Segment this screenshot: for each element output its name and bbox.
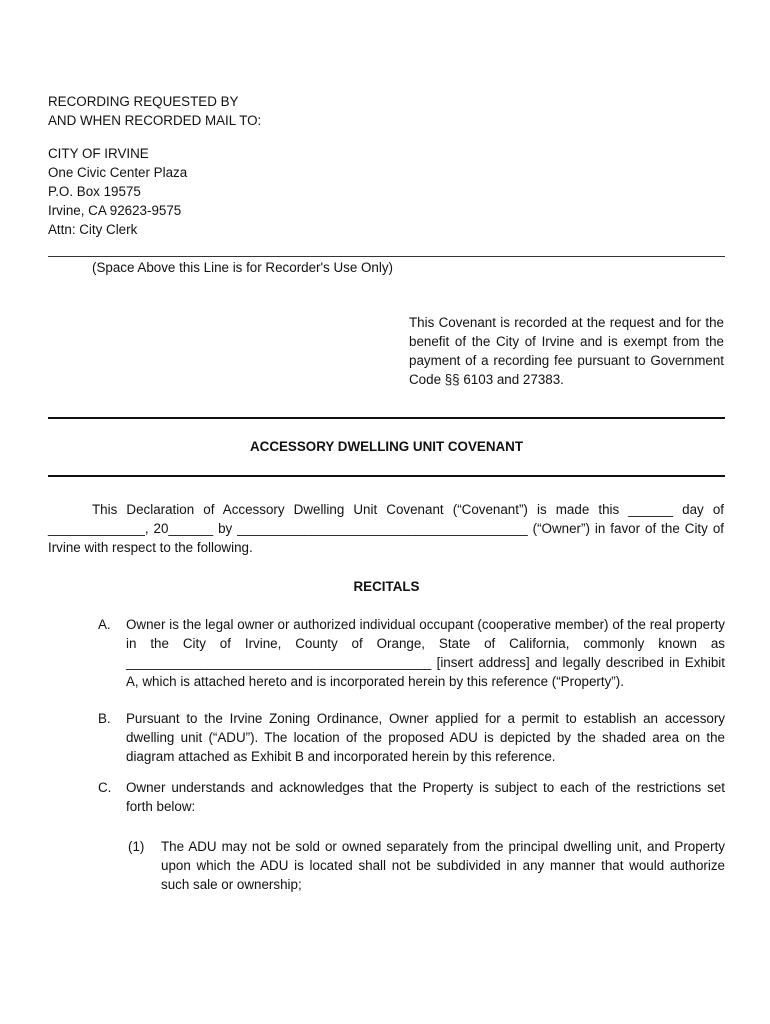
mail-to-address (48, 144, 187, 239)
recording-requested-header (48, 92, 261, 130)
title-top-rule (48, 417, 725, 419)
recital-text: Owner is the legal owner or authorized individual occupant (cooperative member) of the real property in the City of Irvine, County of Orange, State of California, commonly known as _________________________________________ [insert address] and legally described in Exhibit A, which is attached hereto and is incorporated herein by this reference (“Property”). (126, 617, 725, 689)
recital-marker: C. (98, 780, 112, 795)
recitals-heading: RECITALS (353, 579, 420, 594)
document-title: ACCESSORY DWELLING UNIT COVENANT (249, 439, 524, 454)
recital-marker: B. (98, 711, 111, 726)
recital-item (98, 709, 725, 766)
address-line: CITY OF IRVINE (48, 146, 149, 161)
title-bottom-rule (48, 475, 725, 477)
recital-text: Pursuant to the Irvine Zoning Ordinance, Owner applied for a permit to establish an accessory dwelling unit (“ADU”). The location of the proposed ADU is depicted by the shaded area on the diagram attached as Exhibit B and incorporated herein by this reference. (126, 711, 725, 764)
restriction-marker: (1) (128, 839, 145, 854)
header-line: RECORDING REQUESTED BY (48, 94, 239, 109)
address-line: Attn: City Clerk (48, 222, 138, 237)
restriction-text: The ADU may not be sold or owned separately from the principal dwelling unit, and Property upon which the ADU is located shall not be subdivided in any manner that would authorize such sale or ownership; (161, 839, 725, 892)
address-line: One Civic Center Plaza (48, 165, 188, 180)
recital-text: Owner understands and acknowledges that the Property is subject to each of the restrictions set forth below: (126, 780, 725, 814)
address-line: P.O. Box 19575 (48, 184, 141, 199)
recital-item (98, 615, 725, 691)
header-line: AND WHEN RECORDED MAIL TO: (48, 113, 262, 128)
restriction-item (128, 837, 725, 894)
recital-marker: A. (98, 617, 111, 632)
recital-item (98, 778, 725, 816)
recorder-divider (48, 256, 725, 257)
address-line: Irvine, CA 92623-9575 (48, 203, 182, 218)
fee-exemption-statement: This Covenant is recorded at the request and for the benefit of the City of Irvine and is exempt from the payment of a recording fee pursuant to Government Code §§ 6103 and 27383. (409, 315, 724, 387)
covenant-intro-paragraph: This Declaration of Accessory Dwelling Unit Covenant (“Covenant”) is made this ______ day of _____________, 20______ by _______________________________________ (“Owner”) in favor of the City of Irvine with respect to the following. (48, 502, 724, 555)
recorder-use-note: (Space Above this Line is for Recorder's Use Only) (92, 260, 394, 275)
